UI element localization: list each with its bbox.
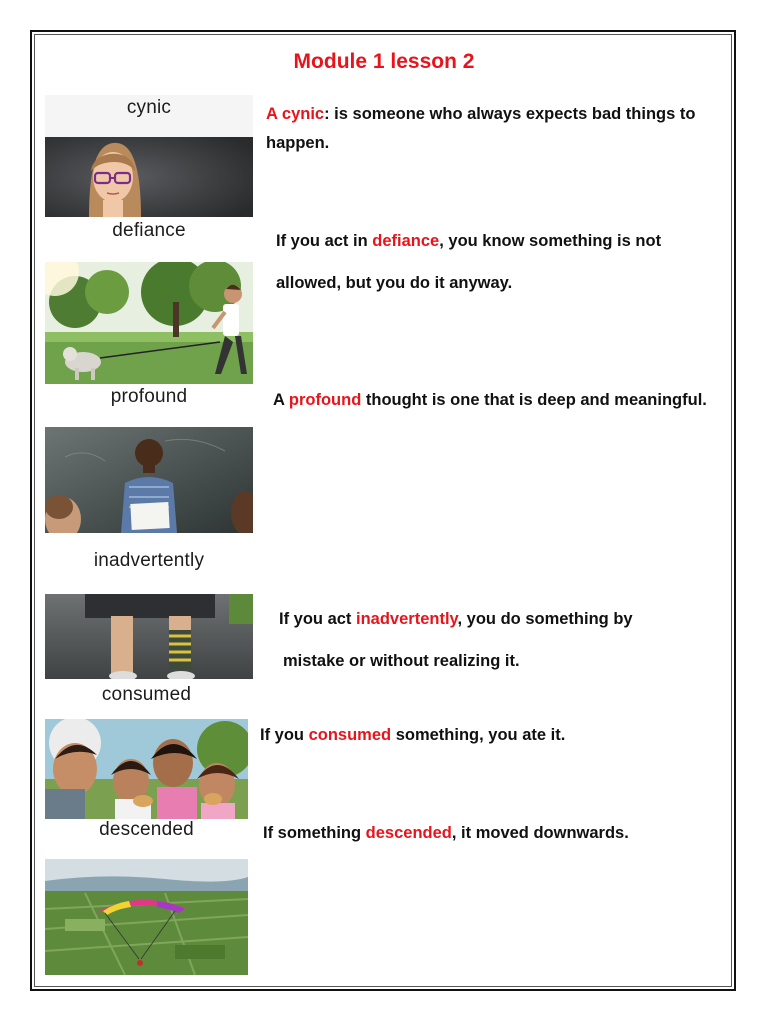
vocab-word: cynic	[126, 97, 172, 118]
definition-text: , you know something is not	[439, 232, 662, 250]
vocab-word: defiance	[112, 220, 186, 241]
definition-profound	[273, 389, 707, 411]
vocab-word: consumed	[101, 684, 192, 705]
vocab-card-inadvertently	[45, 540, 253, 679]
definition-consumed	[260, 724, 565, 746]
definition-text: , it moved downwards.	[451, 824, 629, 842]
definition-cynic	[266, 100, 695, 158]
highlight-term: profound	[288, 391, 362, 409]
vocab-word: inadvertently	[93, 550, 205, 571]
definition-text-line2: happen.	[266, 134, 330, 152]
definition-text: If you act in	[276, 232, 373, 250]
cynic-photo	[45, 137, 253, 217]
definition-defiance	[276, 220, 661, 304]
inadvertently-photo	[45, 594, 253, 679]
definition-text-line2: allowed, but you do it anyway.	[276, 274, 513, 292]
descended-photo	[45, 859, 248, 975]
definition-descended	[263, 822, 629, 844]
definition-text: If you	[260, 726, 309, 744]
highlight-term: consumed	[308, 726, 392, 744]
vocab-card-consumed	[45, 680, 248, 819]
definition-text: thought is one that is deep and meaningful.	[361, 391, 707, 409]
definition-text: : is someone who always expects bad things to	[324, 105, 696, 123]
highlight-term: defiance	[372, 232, 440, 250]
profound-photo	[45, 427, 253, 533]
vocab-card-profound	[45, 384, 253, 534]
definition-text: If you act	[279, 610, 357, 628]
defiance-photo	[45, 262, 253, 384]
page-title: Module 1 lesson 2	[293, 50, 475, 73]
definition-text: A	[273, 391, 289, 409]
vocab-card-descended	[45, 819, 248, 977]
definition-text: , you do something by	[457, 610, 633, 628]
highlight-term: inadvertently	[356, 610, 458, 628]
definition-inadvertently	[279, 598, 633, 682]
highlight-term: descended	[365, 824, 452, 842]
vocab-card-cynic	[45, 95, 253, 217]
consumed-photo	[45, 719, 248, 819]
vocab-word: descended	[99, 819, 194, 840]
vocab-card-defiance	[45, 218, 253, 384]
definition-text: something, you ate it.	[391, 726, 566, 744]
definition-text-line2: mistake or without realizing it.	[283, 652, 520, 670]
highlight-term: A cynic	[266, 105, 325, 123]
definition-text: If something	[263, 824, 366, 842]
vocab-word: profound	[110, 386, 188, 407]
